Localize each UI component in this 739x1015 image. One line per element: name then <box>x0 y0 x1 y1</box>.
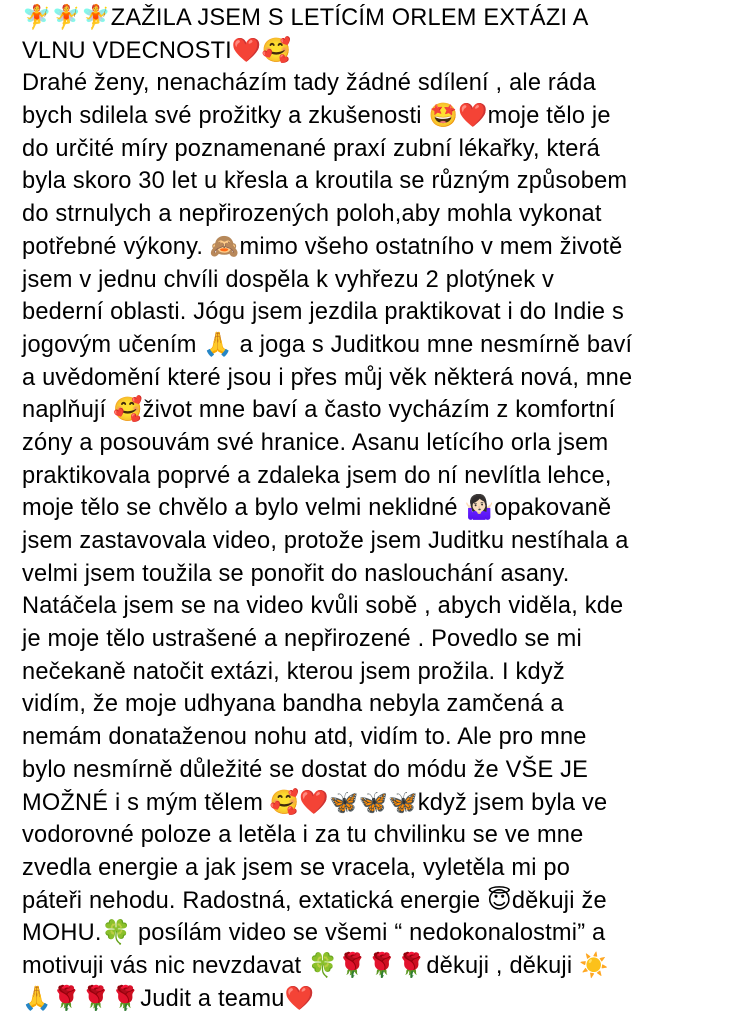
post-line: praktikovala poprvé a zdaleka jsem do ní nevlítla lehce, <box>22 462 612 489</box>
post-line: a uvědomění které jsou i přes můj věk některá nová, mne <box>22 364 633 391</box>
post-line: vodorovné poloze a letěla i za tu chvilinku se ve mne <box>22 822 584 849</box>
post-line: MOŽNÉ i s mým tělem 🥰❤️🦋🦋🦋když jsem byla ve <box>22 789 608 816</box>
post-line: byla skoro 30 let u křesla a kroutila se různým způsobem <box>22 168 628 195</box>
post-line: Drahé ženy, nenacházím tady žádné sdílení , ale ráda <box>22 70 596 97</box>
post-line: bych sdilela své prožitky a zkušenosti 🤩❤️moje tělo je <box>22 103 611 130</box>
post-line: je moje tělo ustrašené a nepřirozené . Povedlo se mi <box>22 626 582 653</box>
post-line: Natáčela jsem se na video kvůli sobě , abych viděla, kde <box>22 593 624 620</box>
post-line: vidím, že moje udhyana bandha nebyla zamčená a <box>22 691 564 718</box>
post-line: 🙏🌹🌹🌹Judit a teamu❤️ <box>22 985 315 1012</box>
post-line: VLNU VDECNOSTI❤️🥰 <box>22 37 292 64</box>
post-line: zóny a posouvám své hranice. Asanu letícího orla jsem <box>22 429 609 456</box>
post-line: velmi jsem toužila se ponořit do naslouchání asany. <box>22 560 570 587</box>
post-line: nečekaně natočit extázi, kterou jsem prožila. I když <box>22 658 565 685</box>
post-line: bylo nesmírně důležité se dostat do módu že VŠE JE <box>22 756 589 783</box>
post-line: jogovým učením 🙏 a joga s Juditkou mne nesmírně baví <box>22 331 633 358</box>
post-line: moje tělo se chvělo a bylo velmi neklidné 🤷🏻‍♀️opakovaně <box>22 495 612 522</box>
post-line: MOHU.🍀 posílám video se všemi “ nedokonalostmi” a <box>22 920 606 947</box>
post-line: jsem zastavovala video, protože jsem Juditku nestíhala a <box>22 528 629 554</box>
post-line: naplňují 🥰život mne baví a často vycházím z komfortní <box>22 397 616 424</box>
post-line: bederní oblasti. Jógu jsem jezdila praktikovat i do Indie s <box>22 299 624 326</box>
post-line: do určité míry poznamenané praxí zubní lékařky, která <box>22 135 600 162</box>
post-line: zvedla energie a jak jsem se vracela, vyletěla mi po <box>22 854 571 881</box>
post-line: do strnulych a nepřirozených poloh,aby mohla vykonat <box>22 201 602 228</box>
post-line: potřebné výkony. 🙈mimo všeho ostatního v mem životě <box>22 233 623 260</box>
post-line: páteři nehodu. Radostná, extatická energie 😇děkuji že <box>22 887 607 914</box>
post-line: motivuji vás nic nevzdavat 🍀🌹🌹🌹děkuji , děkuji ☀️ <box>22 952 609 979</box>
post-line: jsem v jednu chvíli dospěla k vyhřezu 2 plotýnek v <box>22 266 554 293</box>
post-line: 🧚🧚🧚ZAŽILA JSEM S LETÍCÍM ORLEM EXTÁZI A <box>22 5 589 31</box>
post-line: nemám donataženou nohu atd, vidím to. Ale pro mne <box>22 724 587 751</box>
